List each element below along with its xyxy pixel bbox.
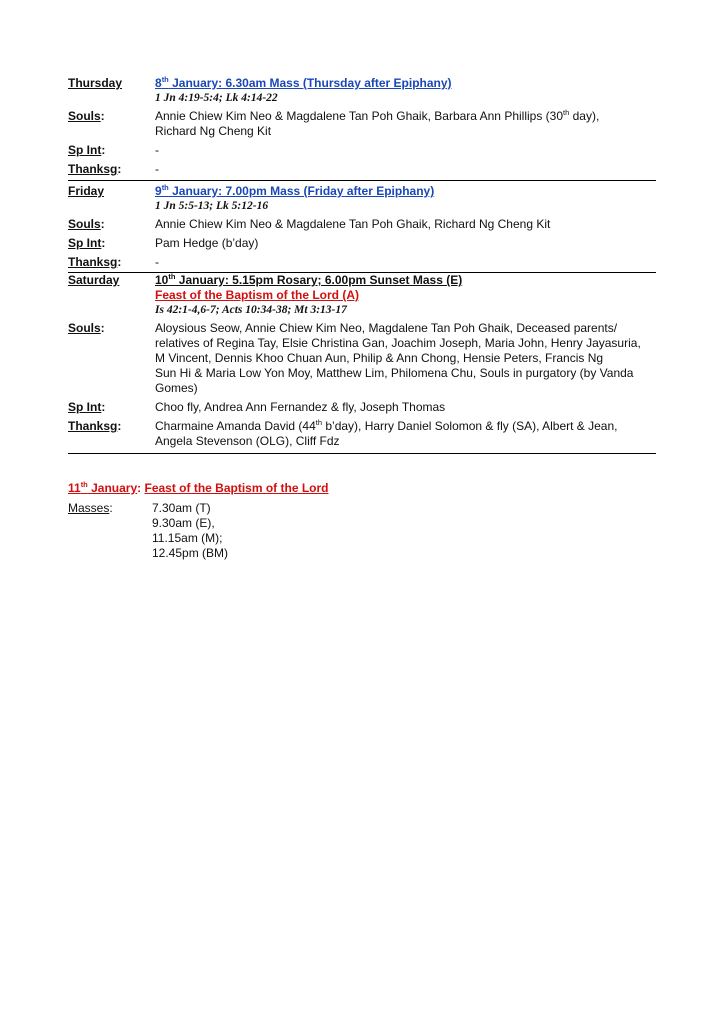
saturday-souls-label: Souls: [68,321,105,335]
mass-time: 7.30am (T) [152,501,211,515]
label-colon: : [117,419,122,433]
label-colon: : [100,217,105,231]
label-colon: : [100,321,105,335]
thursday-heading [155,76,658,91]
saturday-sp-int: Choo fly, Andrea Ann Fernandez & fly, Joseph Thomas [155,400,446,414]
label-colon: : [101,400,106,414]
thursday-sp-int-label: Sp Int: [68,143,106,157]
sunday-section [68,481,329,561]
sunday-masses-row [68,501,329,561]
thursday-souls: Annie Chiew Kim Neo & Magdalene Tan Poh Ghaik, Barbara Ann Phillips (30th day), Richard Ng Cheng Kit [155,108,600,138]
thursday-souls-row [68,109,658,139]
label-colon: : [117,162,122,176]
friday-souls: Annie Chiew Kim Neo & Magdalene Tan Poh Ghaik, Richard Ng Cheng Kit [155,217,551,231]
friday-souls-row [68,217,658,232]
saturday-heading-row [68,273,658,288]
saturday-thanksg-label: Thanksg: [68,419,122,433]
label-colon: : [101,236,106,250]
saturday-thanksg: Charmaine Amanda David (44th b’day), Harry Daniel Solomon & fly (SA), Albert & Jean, Angela Stevenson (OLG), Cliff Fdz [155,418,618,448]
masses-label: Masses: [68,501,113,515]
sunday-feast: Feast of the Baptism of the Lord [144,481,329,495]
label-colon: : [100,109,105,123]
friday-sp-int-row [68,236,658,251]
thursday-thanksg: - [155,162,159,176]
masses-list [152,501,329,561]
thursday-thanksg-label: Thanksg: [68,162,122,176]
saturday-feast: Feast of the Baptism of the Lord (A) [155,288,359,302]
sunday-date: 11th January [68,480,138,495]
saturday-souls-row [68,321,658,396]
saturday-sp-int-label: Sp Int: [68,400,106,414]
friday-thanksg-row [68,255,658,270]
thursday-heading-row [68,76,658,91]
friday-sp-int: Pam Hedge (b’day) [155,236,259,250]
saturday-feast-row [68,288,658,303]
friday-heading: 9th January: 7.00pm Mass (Friday after Epiphany) [155,183,435,198]
saturday-readings-row [68,303,658,317]
friday-thanksg: - [155,255,159,269]
saturday-label: Saturday [68,273,120,287]
mass-time: 11.15am (M); [152,531,223,545]
friday-sp-int-label: Sp Int: [68,236,106,250]
masses-colon: : [109,501,113,515]
thursday-souls-label: Souls: [68,109,105,123]
mass-time: 9.30am (E), [152,516,215,530]
mass-schedule [68,76,658,454]
thursday-heading-text: January: 6.30am Mass (Thursday after Epiphany) [168,76,452,90]
thursday-date-suffix: th [161,75,169,84]
sunday-heading-row [68,481,329,496]
thursday-sp-int-row [68,143,658,158]
thursday-readings: 1 Jn 4:19-5:4; Lk 4:14-22 [155,92,278,104]
label-colon: : [117,255,122,269]
thursday-sp-int: - [155,143,159,157]
saturday-sp-int-row [68,400,658,415]
thursday-date-number: 8 [155,76,162,90]
friday-souls-label: Souls: [68,217,105,231]
friday-thanksg-label: Thanksg: [68,255,122,269]
mass-time: 12.45pm (BM) [152,546,229,560]
friday-label: Friday [68,184,105,198]
friday-heading-row [68,184,658,199]
saturday-readings: Is 42:1-4,6-7; Acts 10:34-38; Mt 3:13-17 [155,304,347,316]
thursday-thanksg-row [68,162,658,177]
saturday-heading: 10th January: 5.15pm Rosary; 6.00pm Sunset Mass (E) [155,272,463,287]
friday-readings: 1 Jn 5:5-13; Lk 5:12-16 [155,200,269,212]
thursday-label: Thursday [68,76,123,90]
thursday-readings-row [68,91,658,105]
saturday-souls: Aloysious Seow, Annie Chiew Kim Neo, Magdalene Tan Poh Ghaik, Deceased parents/ relatives of Regina Tay, Elsie Christina Gan, Joachim Joseph, Maria John, Henry Jayasuria, M Vincent, Dennis Khoo Chuan Aun, Philip & Ann Chong, Hensie Peters, Francis Ng Sun Hi & Maria Low Yon Moy, Matthew Lim, Philomena Chu, Souls in purgatory (by Vanda Gomes) [155,321,641,395]
divider [68,180,656,181]
sunday-colon: : [137,481,145,495]
friday-readings-row [68,199,658,213]
divider [68,453,656,454]
saturday-thanksg-row [68,419,658,449]
label-colon: : [101,143,106,157]
